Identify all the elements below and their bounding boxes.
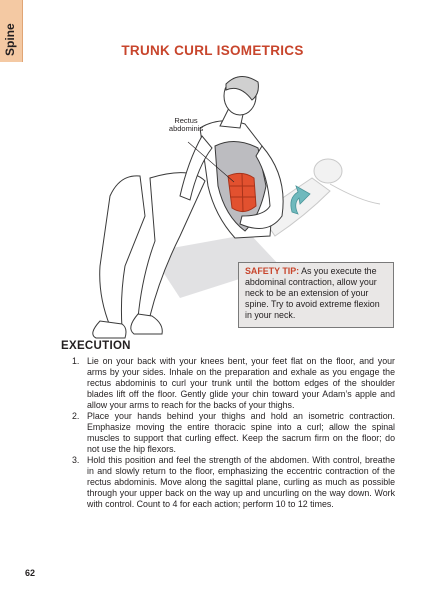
page-number: 62 — [25, 568, 36, 578]
page-title: TRUNK CURL ISOMETRICS — [121, 43, 304, 58]
step-number: 3. — [72, 455, 80, 465]
safety-tip-label: SAFETY TIP: — [245, 266, 300, 276]
execution-step — [58, 455, 395, 510]
muscle-label: Rectus abdominis — [168, 116, 204, 133]
execution-steps — [58, 356, 395, 510]
execution-step — [58, 411, 395, 455]
step-number: 2. — [72, 411, 80, 421]
step-text: Hold this position and feel the strength of the abdomen. With control, breathe in and slowly return to the floor, emphasizing the eccentric contraction of the rectus abdominis. Move along the sagittal plane, curling as much as possible through your upper back on the way up and uncurling on the way down. Work with control. Count to 4 for each action; perform 10 to 12 times. — [87, 455, 395, 509]
step-number: 1. — [72, 356, 80, 366]
execution-step — [58, 356, 395, 411]
step-text: Lie on your back with your knees bent, your feet flat on the floor, and your arms by your sides. Inhale on the preparation and exhale as you engage the rectus abdominis to curl your trunk until the bottom edges of the shoulder blades lift off the floor. Gently glide your chin toward your Adam’s apple and allow your arms to reach for the backs of your thighs. — [87, 356, 395, 410]
safety-tip-box — [238, 262, 394, 328]
step-text: Place your hands behind your thighs and hold an isometric contraction. Emphasize moving the entire thoracic spine into a curl; allow the spinal muscles to support that curling effect. Keep the sacrum firm on the floor; do not use the hip flexors. — [87, 411, 395, 454]
safety-tip-text: As you execute the abdominal contraction, allow your neck to be an extension of your spine. Try to avoid extreme flexion in your neck. — [245, 266, 380, 320]
section-tab-label: Spine — [3, 23, 17, 56]
head — [220, 76, 258, 128]
execution-heading: EXECUTION — [61, 340, 131, 352]
